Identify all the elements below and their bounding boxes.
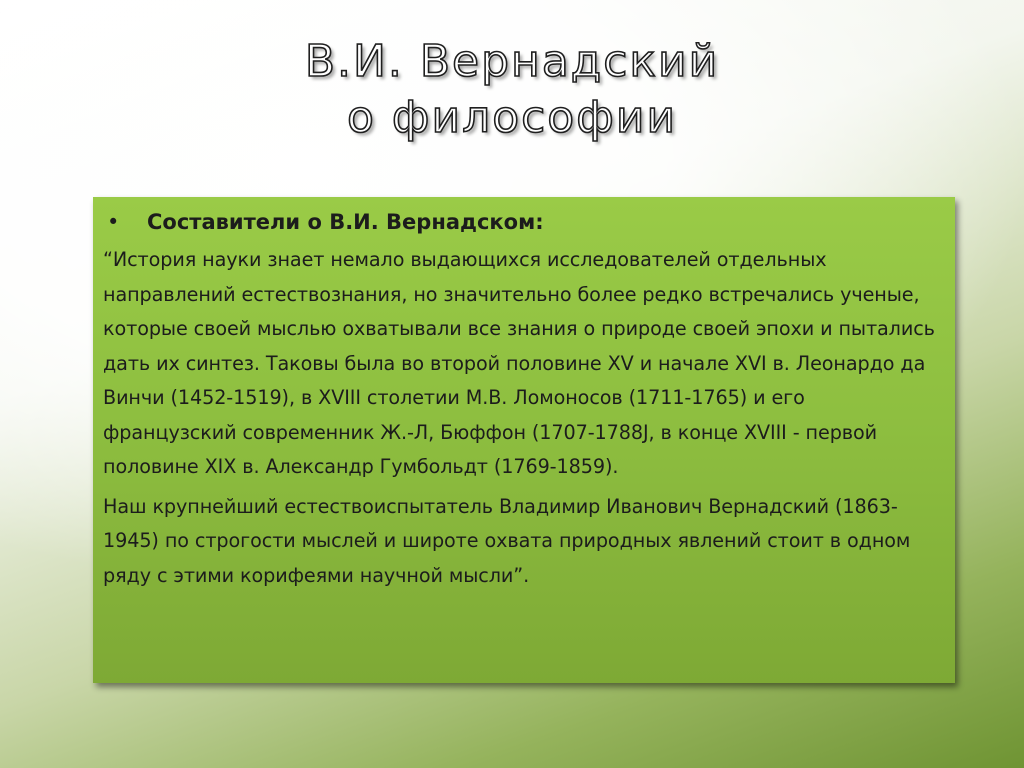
title-line-2: о философии	[346, 92, 678, 143]
slide-title	[0, 34, 1024, 146]
quote-paragraph-1: “История науки знает немало выдающихся исследователей отдельных направлений естествознания, но значительно более редко встречались ученые, которые своей мыслью охватывали все знания о природе своей эпохи и пытались дать их синтез. Таковы была во второй половине XV и начале XVI в. Леонардо да Винчи (1452-1519), в XVIII столетии М.В. Ломоносов (1711-1765) и его французский современник Ж.-Л, Бюффон (1707-1788J, в конце XVIII - первой половине XIX в. Александр Гумбольдт (1769-1859).	[103, 248, 935, 478]
bullet-heading: Составители о В.И. Вернадском:	[147, 210, 544, 234]
bullet-item	[103, 207, 943, 237]
title-line-1: В.И. Вернадский	[304, 36, 720, 87]
bullet-dot-icon: •	[107, 210, 120, 234]
quote-paragraph-2: Наш крупнейший естествоиспытатель Владимир Иванович Вернадский (1863-1945) по строгости мыслей и широте охвата природных явлений стоит в одном ряду с этими корифеями научной мысли”.	[103, 494, 911, 587]
content-box	[93, 197, 955, 683]
